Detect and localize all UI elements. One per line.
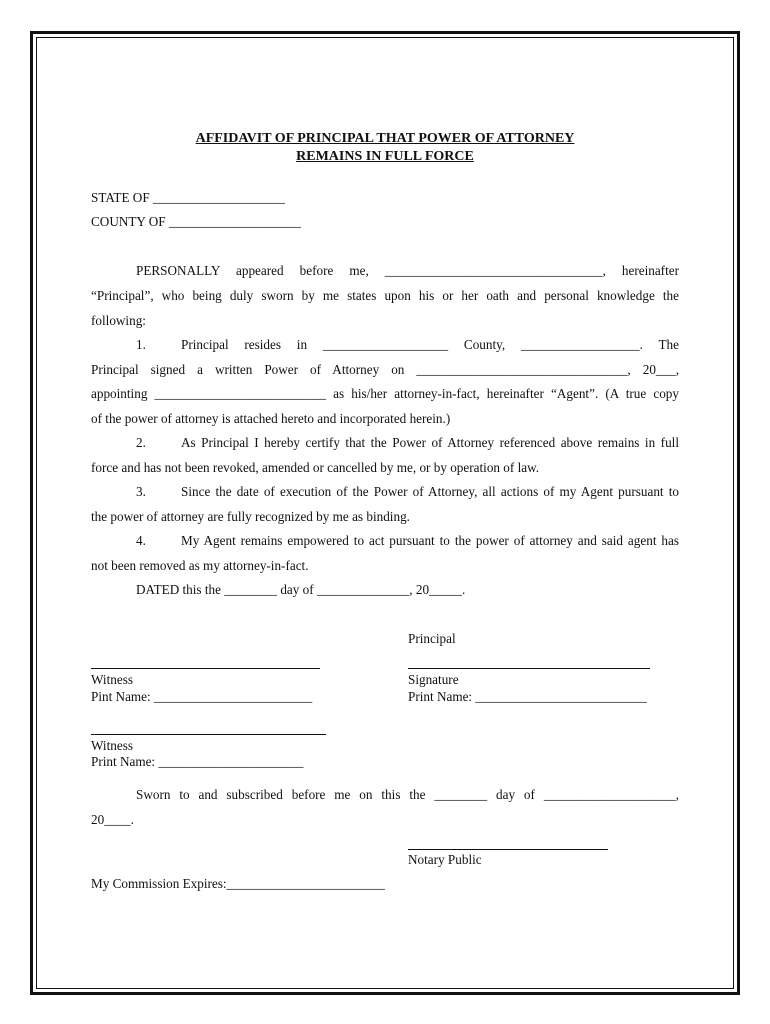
intro-line-2: “Principal”, who being duly sworn by me states upon his or her oath and personal knowledge the bbox=[91, 288, 679, 303]
notary-signature-line bbox=[408, 849, 608, 850]
witness-2-print-name: Print Name: ______________________ bbox=[91, 754, 304, 769]
paragraph-1-line-4: of the power of attorney is attached hereto and incorporated herein.) bbox=[91, 411, 451, 426]
signature-label: Signature bbox=[408, 672, 459, 687]
paragraph-4-number: 4. bbox=[136, 533, 146, 548]
paragraph-1-line-2: Principal signed a written Power of Attorney on ________________________________, 20___, bbox=[91, 362, 679, 377]
commission-expires: My Commission Expires:________________________ bbox=[91, 876, 385, 891]
intro-line-3: following: bbox=[91, 313, 146, 328]
sworn-line-1: Sworn to and subscribed before me on this the ________ day of ____________________, bbox=[136, 787, 679, 802]
county-field: COUNTY OF ____________________ bbox=[91, 214, 301, 229]
state-field: STATE OF ____________________ bbox=[91, 190, 285, 205]
paragraph-4-line-2: not been removed as my attorney-in-fact. bbox=[91, 558, 309, 573]
paragraph-2-number: 2. bbox=[136, 435, 146, 450]
witness-1-print-name: Pint Name: ________________________ bbox=[91, 689, 313, 704]
paragraph-2-line-2: force and has not been revoked, amended or cancelled by me, or by operation of law. bbox=[91, 460, 540, 475]
paragraph-1-line-1: Principal resides in ___________________ County, __________________. The bbox=[181, 337, 679, 352]
witness-1-label: Witness bbox=[91, 672, 133, 687]
paragraph-1-line-3: appointing __________________________ as his/her attorney-in-fact, hereinafter “Agent”. (A true copy bbox=[91, 386, 679, 401]
witness-2-signature-line bbox=[91, 734, 326, 735]
witness-2-label: Witness bbox=[91, 738, 133, 753]
sworn-line-2: 20____. bbox=[91, 812, 134, 827]
document-title-line2: REMAINS IN FULL FORCE bbox=[296, 149, 474, 164]
signature-print-name: Print Name: __________________________ bbox=[408, 689, 647, 704]
paragraph-1-number: 1. bbox=[136, 337, 146, 352]
paragraph-2-line-1: As Principal I hereby certify that the Power of Attorney referenced above remains in full bbox=[181, 435, 679, 450]
document-title-line1: AFFIDAVIT OF PRINCIPAL THAT POWER OF ATTORNEY bbox=[195, 131, 575, 146]
witness-1-signature-line bbox=[91, 668, 320, 669]
notary-public-label: Notary Public bbox=[408, 852, 482, 867]
dated-line: DATED this the ________ day of ______________, 20_____. bbox=[136, 582, 466, 597]
paragraph-4-line-1: My Agent remains empowered to act pursuant to the power of attorney and said agent has bbox=[181, 533, 679, 548]
principal-signature-line bbox=[408, 668, 650, 669]
principal-label: Principal bbox=[408, 631, 456, 646]
paragraph-3-line-1: Since the date of execution of the Power of Attorney, all actions of my Agent pursuant to bbox=[181, 484, 679, 499]
paragraph-3-line-2: the power of attorney are fully recognized by me as binding. bbox=[91, 509, 410, 524]
intro-line-1: PERSONALLY appeared before me, _________________________________, hereinafter bbox=[136, 263, 679, 278]
paragraph-3-number: 3. bbox=[136, 484, 146, 499]
